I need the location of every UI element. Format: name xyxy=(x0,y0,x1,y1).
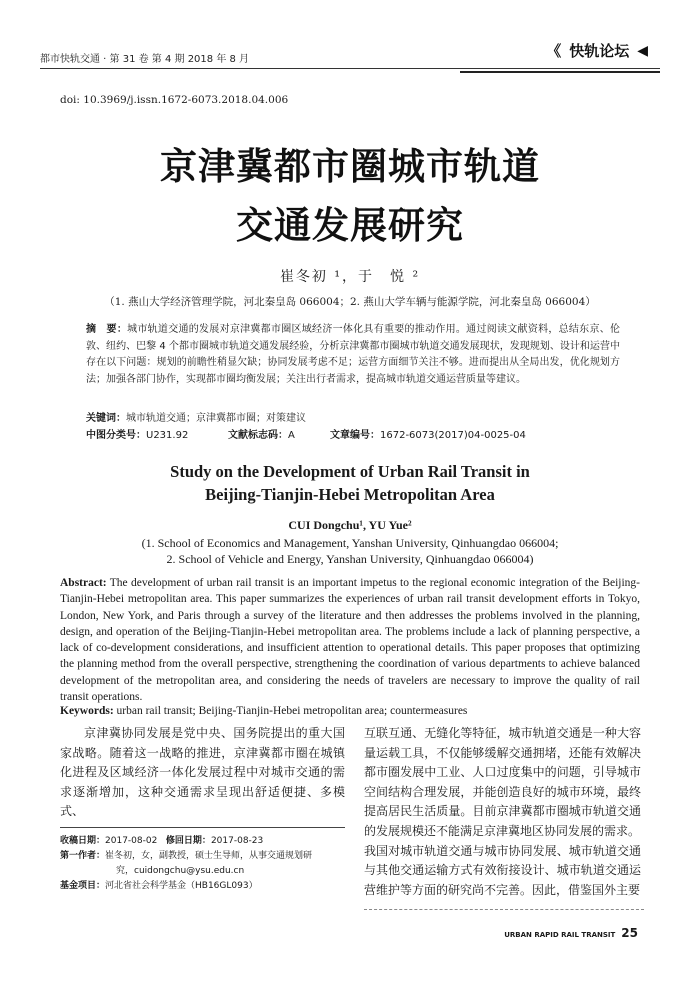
keywords-en-label: Keywords: xyxy=(60,705,114,717)
abstract-cn xyxy=(86,322,620,388)
journal-name-en: URBAN RAPID RAIL TRANSIT xyxy=(504,931,616,939)
authors-cn: 崔冬初 ¹，于 悦 ² xyxy=(279,269,421,285)
page-number: 25 xyxy=(621,926,638,940)
section-name: 快轨论坛 xyxy=(569,42,630,60)
keywords-en-text: urban rail transit; Beijing-Tianjin-Hebei metropolitan area; countermeasures xyxy=(116,705,468,717)
keywords-cn-text: 城市轨道交通；京津冀都市圈；对策建议 xyxy=(126,413,306,424)
header-rule-accent xyxy=(460,71,660,73)
title-cn-line2: 交通发展研究 xyxy=(236,204,464,247)
document-code: 文献标志码：A xyxy=(228,430,295,441)
first-author-email[interactable]: 究，cuidongchu@ysu.edu.cn xyxy=(116,866,245,876)
abstract-cn-text: 城市轨道交通的发展对京津冀都市圈区域经济一体化具有重要的推动作用。通过阅读文献资料，总结东京、伦敦、纽约、巴黎 4 个都市圈城市轨道交通发展经验，分析京津冀都市圈城市轨道交通发展现状，发现规划、设计和运营中存在以下问题：规划的前瞻性稍显欠缺；协同发展考虑不足；运营方面细节关注不够。进而提出从全局出发，优化规划方法；加强各部门协作，实现都市圈均衡发展；关注出行者需求，提高城市轨道交通运营质量等建议。 xyxy=(86,324,621,385)
title-cn-line1: 京津冀都市圈城市轨道 xyxy=(160,145,540,188)
affiliation-en-line2: 2. School of Vehicle and Energy, Yanshan University, Qinhuangdao 066004) xyxy=(166,552,534,566)
keywords-cn-label: 关键词： xyxy=(86,413,126,424)
fund-note: 基金项目：河北省社会科学基金（HB16GL093） xyxy=(60,881,258,891)
first-author-note: 第一作者：崔冬初，女，副教授，硕士生导师，从事交通规划研 xyxy=(60,851,313,861)
received-revised-dates: 收稿日期：2017-08-02 修回日期：2017-08-23 xyxy=(60,836,264,846)
title-en-line1: Study on the Development of Urban Rail Transit in xyxy=(170,462,530,481)
affiliation-en-line1: (1. School of Economics and Management, Yanshan University, Qinhuangdao 066004; xyxy=(141,536,559,550)
article-number: 文章编号：1672-6073(2017)04-0025-04 xyxy=(330,430,526,441)
footer-rule xyxy=(364,909,644,910)
body-paragraph: 京津冀协同发展是党中央、国务院提出的重大国家战略。随着这一战略的推进，京津冀都市圈在城镇化进程及区域经济一体化发展过程中对城市交通的需求逐渐增加，这种交通需求呈现出舒适便捷、多模式、 xyxy=(60,726,345,819)
paper-title-en xyxy=(0,460,700,506)
double-chevron-left-icon: 《 xyxy=(546,42,562,60)
section-header xyxy=(546,40,648,61)
affiliation-en xyxy=(0,535,700,567)
abstract-en xyxy=(60,575,640,705)
abstract-en-text: The development of urban rail transit is an important impetus to the regional economic integration of the Beijing-Tianjin-Hebei metropolitan area. This paper summarizes the experiences of urban rail transit development efforts in Tokyo, London, New York, and Paris through a survey of the literature and then addresses the problems involved in the planning, design, and operation of the Beijing-Tianjin-Hebei metropolitan area. The problems include a lack of planning perspective, a lack of co-development considerations, and insufficient attention to operational details. This paper proposes that optimizing the planning method from the overall perspective, strengthening the coordination of various departments to achieve balanced development of the metropolitan area, and considering the needs of travelers are necessary to improve the quality of rail transit operations. xyxy=(60,577,641,704)
doi[interactable]: doi: 10.3969/j.issn.1672-6073.2018.04.006 xyxy=(60,94,289,106)
body-column-left xyxy=(60,724,345,822)
abstract-cn-label: 摘 要： xyxy=(86,324,128,335)
abstract-en-label: Abstract: xyxy=(60,577,107,589)
body-paragraph: 互联互通、无缝化等特征，城市轨道交通是一种大容量运载工具，不仅能够缓解交通拥堵，还能有效解决都市圈发展中工业、人口过度集中的问题，引导城市空间结构合理发展，并能创造良好的城市环境，最终提高居民生活质量。目前京津冀都市圈城市轨道交通的发展规模还不能满足京津冀地区协同发展的需求。 xyxy=(364,726,641,838)
body-paragraph: 我国对城市轨道交通与城市协同发展、城市轨道交通与其他交通运输方式有效衔接设计、城市轨道交通运营维护等方面的研究尚不完善。因此，借鉴国外主要 xyxy=(364,843,641,897)
triangle-left-icon: ◀ xyxy=(637,42,648,59)
footnotes xyxy=(60,834,350,894)
title-en-line2: Beijing-Tianjin-Hebei Metropolitan Area xyxy=(205,485,495,504)
authors-en: CUI Dongchu¹, YU Yue² xyxy=(288,518,412,532)
body-column-right xyxy=(364,724,641,900)
paper-title-cn xyxy=(0,137,700,255)
keywords-cn xyxy=(86,409,306,424)
page-footer xyxy=(504,926,638,940)
journal-issue-header: 都市快轨交通 · 第 31 卷 第 4 期 2018 年 8 月 xyxy=(40,54,250,65)
footnote-rule xyxy=(60,827,345,828)
clc-number: 中图分类号：U231.92 xyxy=(86,430,189,441)
header-rule xyxy=(40,68,660,69)
keywords-en xyxy=(60,705,640,717)
affiliation-cn: （1. 燕山大学经济管理学院，河北秦皇岛 066004；2. 燕山大学车辆与能源学院，河北秦皇岛 066004） xyxy=(104,296,596,308)
